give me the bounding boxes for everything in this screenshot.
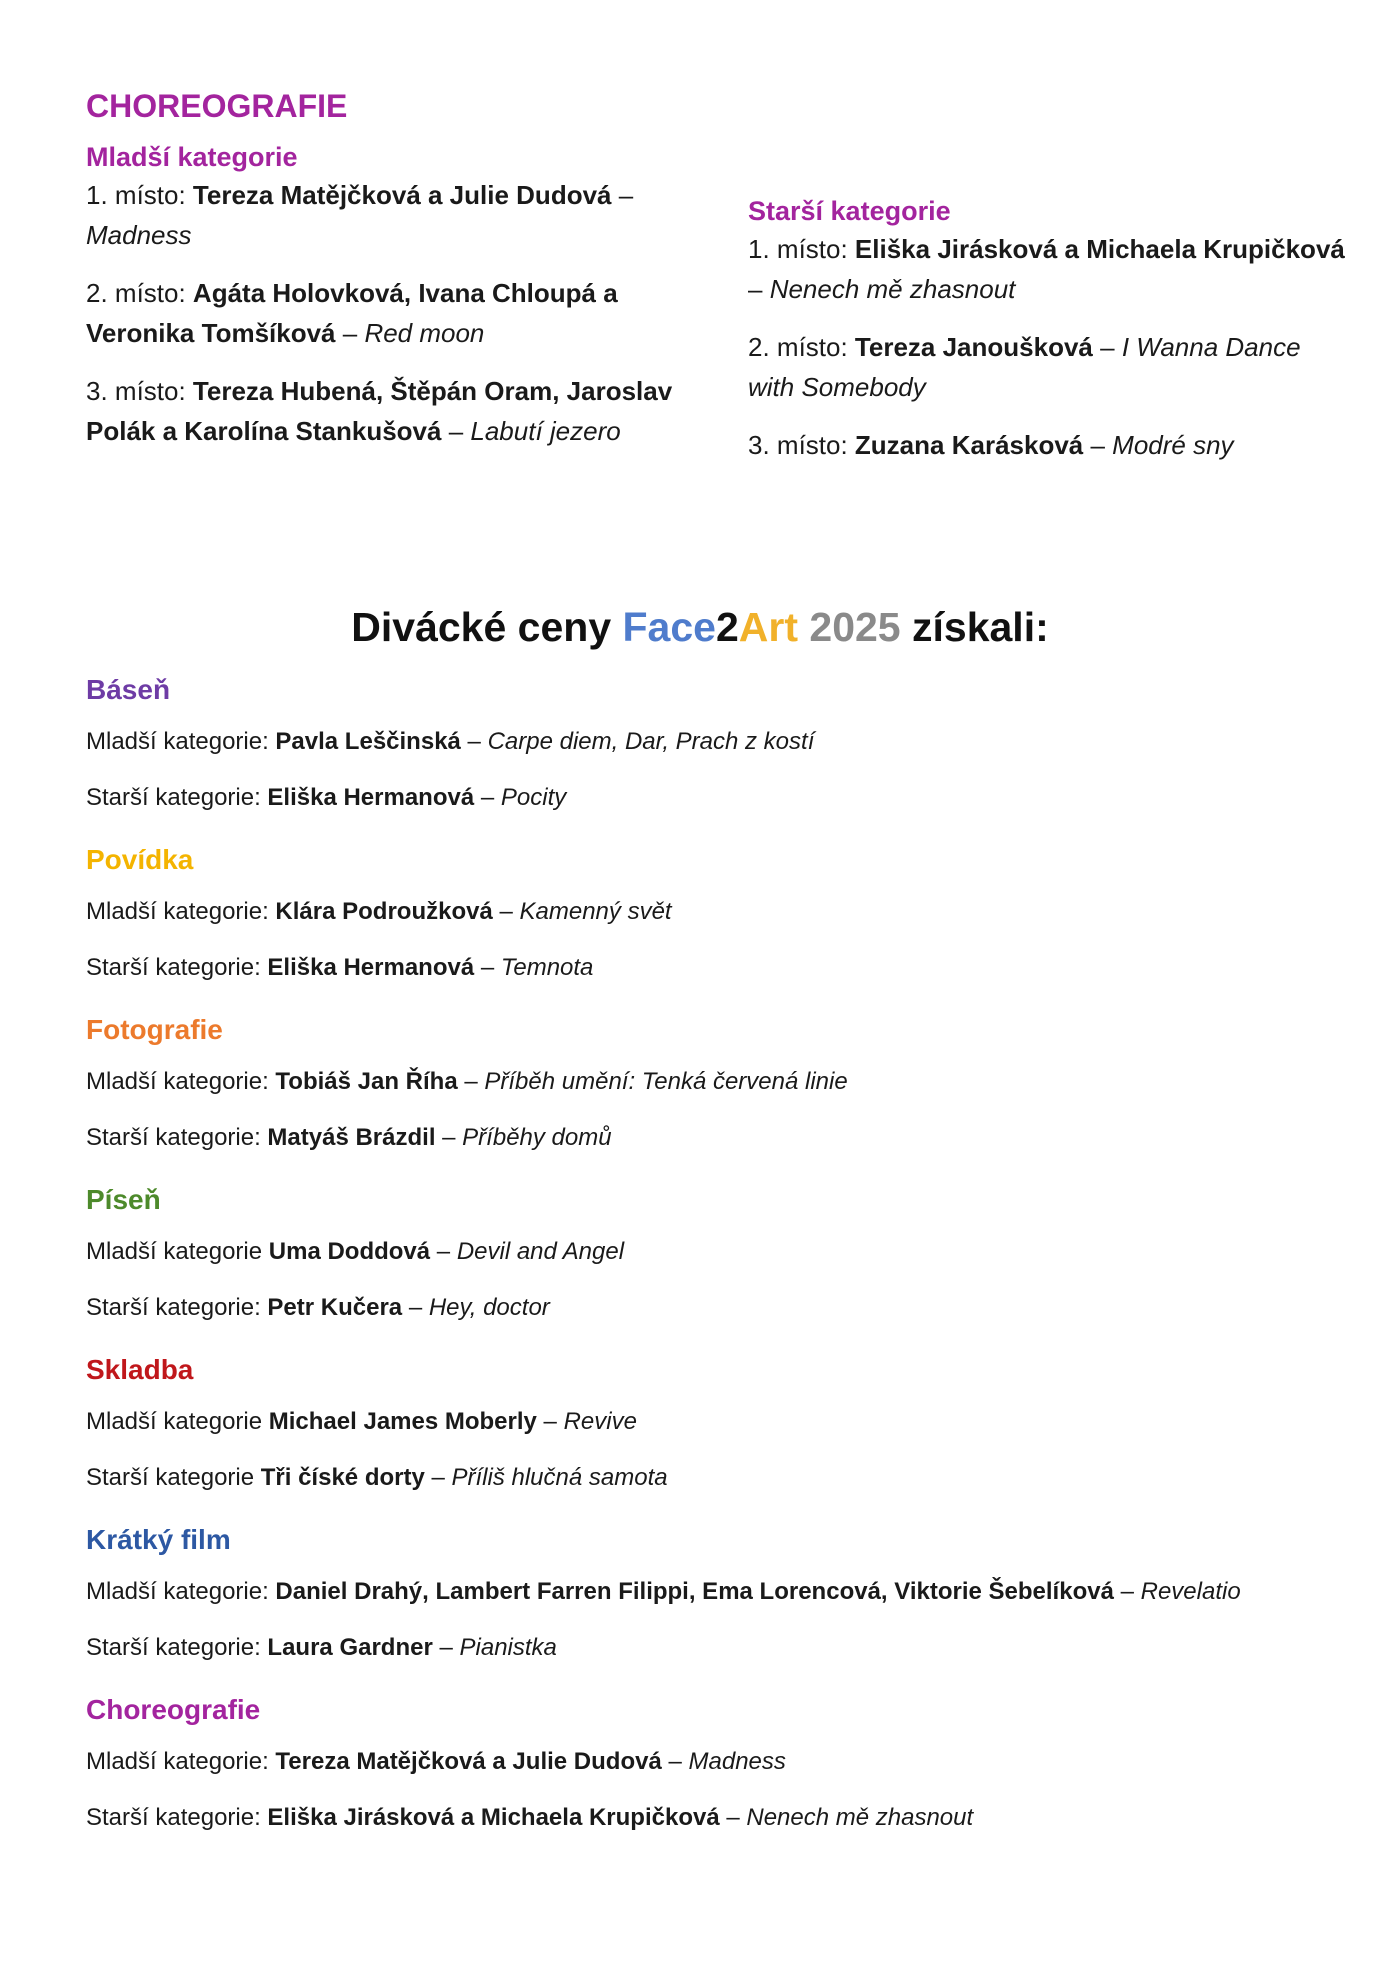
- separator: –: [661, 1748, 689, 1775]
- work-title: Red moon: [364, 318, 485, 348]
- award-line: [86, 1066, 1336, 1098]
- place-entry: 3. místo: Zuzana Karásková – Modré sny: [748, 430, 1234, 460]
- category-label: Mladší kategorie:: [86, 728, 276, 755]
- award-line: [86, 896, 1336, 928]
- place-entry: 1. místo: Eliška Jirásková a Michaela Krupičková – Nenech mě zhasnout: [748, 234, 1345, 304]
- award-line: [86, 1746, 1336, 1778]
- category-label: Starší kategorie:: [86, 1804, 268, 1831]
- choreography-younger-column: [86, 142, 686, 469]
- younger-category-heading: Mladší kategorie: [86, 142, 298, 172]
- work-title: Příběhy domů: [462, 1124, 612, 1151]
- work-title: I Wanna Dance with Somebody: [748, 332, 1301, 402]
- award-line: [86, 1122, 1336, 1154]
- brand-face: Face: [622, 604, 716, 650]
- brand-year: 2025: [798, 604, 901, 650]
- award-category-fotografie: [86, 1008, 1336, 1154]
- audience-awards-title: Divácké ceny Face2Art 2025 získali:: [351, 604, 1049, 650]
- winner-names: Tobiáš Jan Říha: [275, 1068, 458, 1095]
- award-line: [86, 1462, 1336, 1494]
- award-category-heading: Krátký film: [86, 1524, 231, 1555]
- work-title: Devil and Angel: [456, 1238, 625, 1265]
- category-label: Starší kategorie: [86, 1464, 261, 1491]
- winner-names: Tři čísk​é dorty: [260, 1464, 425, 1491]
- place-entry: 2. místo: Agáta Holovková, Ivana Chloupá a Veronika Tomšíková – Red moon: [86, 278, 618, 348]
- category-label: Starší kategorie:: [86, 784, 268, 811]
- winner-names: Agáta Holovková, Ivana Chloupá a Veronika Tomšíková: [86, 278, 618, 348]
- place-entry: 3. místo: Tereza Hubená, Štěpán Oram, Jaroslav Polák a Karolína Stankušová – Labutí jezero: [86, 376, 673, 446]
- winner-names: Zuzana Karásková: [854, 430, 1084, 460]
- work-title: Revelatio: [1140, 1578, 1241, 1605]
- winner-names: Tereza Janoušková: [854, 332, 1093, 362]
- work-title: Modré sny: [1112, 430, 1234, 460]
- winner-names: Uma Doddová: [268, 1238, 431, 1265]
- category-label: Starší kategorie:: [86, 1634, 268, 1661]
- award-category-basen: [86, 668, 1336, 814]
- place-entry: 2. místo: Tereza Janoušková – I Wanna Dance with Somebody: [748, 332, 1301, 402]
- award-category-povidka: [86, 838, 1336, 984]
- category-label: Mladší kategorie:: [86, 898, 276, 925]
- separator: –: [1113, 1578, 1141, 1605]
- place-entry: 1. místo: Tereza Matějčková a Julie Dudová – Madness: [86, 180, 634, 250]
- winner-names: Tereza Hubená, Štěpán Oram, Jaroslav Polák a Karolína Stankušová: [86, 376, 673, 446]
- award-category-heading: Píseň: [86, 1184, 161, 1215]
- category-label: Mladší kategorie:: [86, 1068, 276, 1095]
- award-line: [86, 1576, 1336, 1608]
- separator: –: [432, 1634, 460, 1661]
- winner-names: Pavla Leščinská: [275, 728, 461, 755]
- separator: –: [435, 1124, 463, 1151]
- winner-names: Laura Gardner: [267, 1634, 433, 1661]
- winner-names: Klára Podroužková: [275, 898, 493, 925]
- brand-art: Art: [738, 604, 798, 650]
- award-category-heading: Báseň: [86, 674, 171, 705]
- award-category-heading: Povídka: [86, 844, 194, 875]
- work-title: Kamenný svět: [519, 898, 672, 925]
- winner-names: Petr Kučera: [267, 1294, 403, 1321]
- work-title: Příběh umění: Tenká červená linie: [484, 1068, 848, 1095]
- work-title: Nenech mě zhasnout: [746, 1804, 974, 1831]
- award-line: [86, 1236, 1336, 1268]
- separator: –: [430, 1238, 457, 1265]
- separator: –: [460, 728, 488, 755]
- award-category-heading: Fotografie: [86, 1014, 223, 1045]
- category-label: Mladší kategorie: [86, 1238, 269, 1265]
- award-line: [86, 952, 1336, 984]
- separator: –: [474, 954, 501, 981]
- work-title: Carpe diem, Dar, Prach z kostí: [487, 728, 815, 755]
- award-line: [86, 1802, 1336, 1834]
- category-label: Starší kategorie:: [86, 1294, 268, 1321]
- separator: –: [424, 1464, 452, 1491]
- category-label: Mladší kategorie: [86, 1408, 269, 1435]
- winner-names: Tereza Matějčková a Julie Dudová: [275, 1748, 662, 1775]
- award-line: [86, 1632, 1336, 1664]
- work-title: Revive: [563, 1408, 637, 1435]
- separator: –: [457, 1068, 485, 1095]
- separator: –: [402, 1294, 429, 1321]
- category-label: Starší kategorie:: [86, 1124, 268, 1151]
- category-label: Starší kategorie:: [86, 954, 268, 981]
- award-line: [86, 726, 1336, 758]
- separator: –: [536, 1408, 564, 1435]
- work-title: Nenech mě zhasnout: [769, 274, 1016, 304]
- award-line: [86, 782, 1336, 814]
- winner-names: Tereza Matějčková a Julie Dudová: [192, 180, 612, 210]
- award-category-heading: Skladba: [86, 1354, 194, 1385]
- older-category-heading: Starší kategorie: [748, 196, 951, 226]
- choreography-older-column: [748, 196, 1348, 483]
- award-category-skladba: [86, 1348, 1336, 1494]
- winner-names: Eliška Hermanová: [267, 954, 475, 981]
- winner-names: Eliška Jirásková a Michaela Krupičková: [854, 234, 1345, 264]
- winner-names: Daniel Drahý, Lambert Farren Filippi, Ema Lorencová, Viktorie Šebelíková: [275, 1578, 1114, 1605]
- audience-awards-list: [86, 668, 1336, 1858]
- category-label: Mladší kategorie:: [86, 1748, 276, 1775]
- winner-names: Eliška Hermanová: [267, 784, 475, 811]
- winner-names: Michael James Moberly: [268, 1408, 537, 1435]
- award-category-film: [86, 1518, 1336, 1664]
- work-title: Madness: [688, 1748, 786, 1775]
- category-label: Mladší kategorie:: [86, 1578, 276, 1605]
- separator: –: [719, 1804, 747, 1831]
- award-category-heading: Choreografie: [86, 1694, 261, 1725]
- separator: –: [492, 898, 520, 925]
- award-line: [86, 1406, 1336, 1438]
- choreography-title: CHOREOGRAFIE: [86, 88, 348, 124]
- brand-two: 2: [715, 604, 739, 650]
- work-title: Labutí jezero: [470, 416, 621, 446]
- award-category-pisen: [86, 1178, 1336, 1324]
- work-title: Příliš hlučná samota: [451, 1464, 668, 1491]
- award-line: [86, 1292, 1336, 1324]
- winner-names: Eliška Jirásková a Michaela Krupičková: [267, 1804, 720, 1831]
- work-title: Pianistka: [459, 1634, 557, 1661]
- winner-names: Matyáš Brázdil: [267, 1124, 436, 1151]
- work-title: Madness: [86, 220, 192, 250]
- award-category-choreografie: [86, 1688, 1336, 1834]
- separator: –: [474, 784, 501, 811]
- work-title: Temnota: [500, 954, 594, 981]
- work-title: Hey, doctor: [428, 1294, 550, 1321]
- work-title: Pocity: [500, 784, 567, 811]
